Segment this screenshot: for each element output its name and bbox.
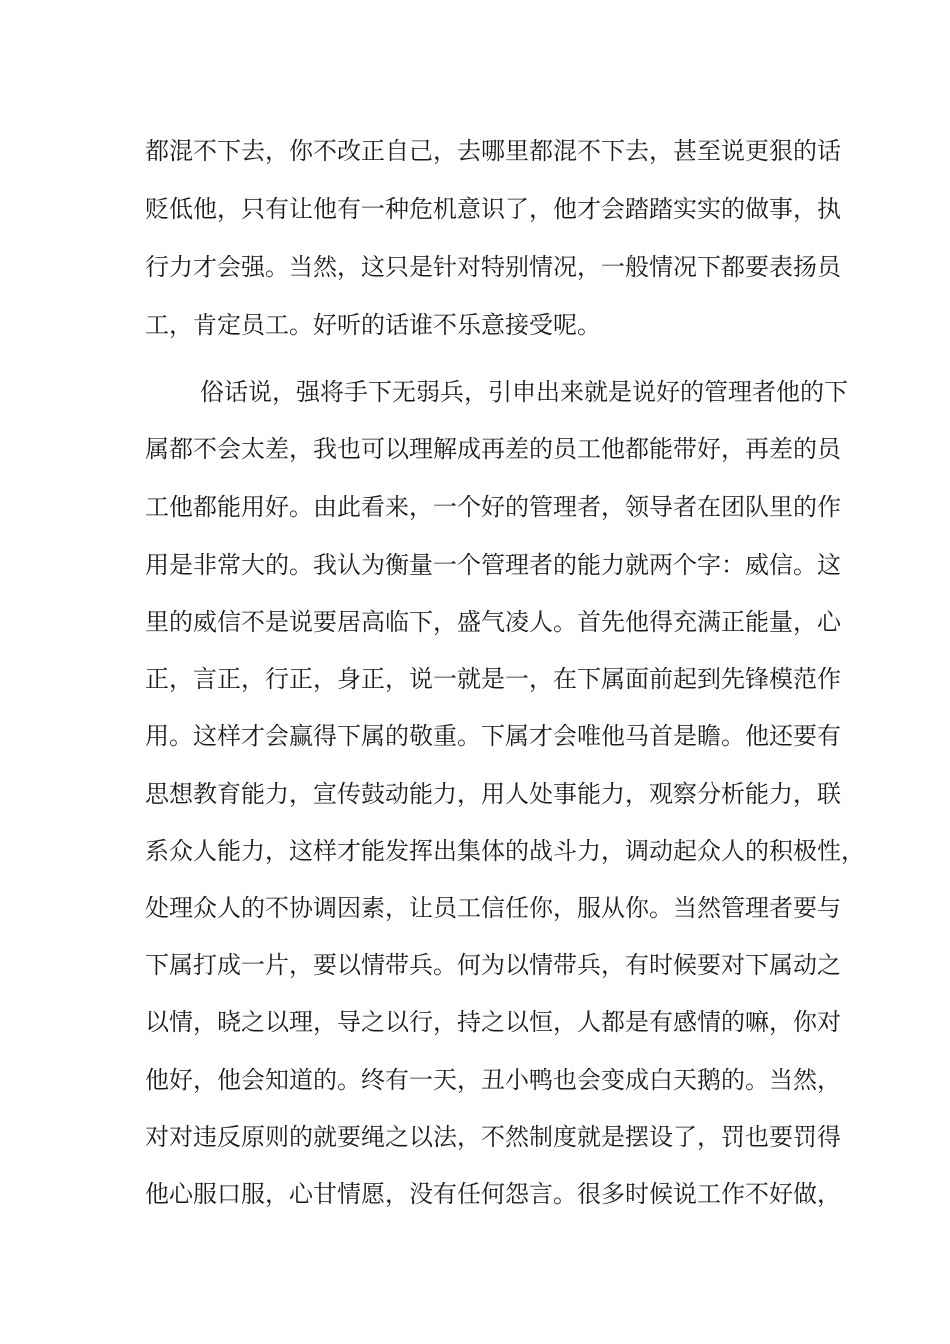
- paragraph-2-line-7: 用。这样才会赢得下属的敬重。下属才会唯他马首是瞻。他还要有: [145, 722, 841, 750]
- paragraph-2-line-6: 正，言正，行正，身正，说一就是一，在下属面前起到先锋模范作: [145, 665, 841, 693]
- paragraph-2-line-3: 工他都能用好。由此看来，一个好的管理者，领导者在团队里的作: [145, 493, 841, 521]
- paragraph-2-line-15: 他心服口服，心甘情愿，没有任何怨言。很多时候说工作不好做，: [145, 1180, 841, 1208]
- paragraph-2-line-14: 对对违反原则的就要绳之以法，不然制度就是摆设了，罚也要罚得: [145, 1123, 841, 1151]
- paragraph-2-line-9: 系众人能力，这样才能发挥出集体的战斗力，调动起众人的积极性，: [145, 837, 865, 865]
- paragraph-1-line-2: 贬低他，只有让他有一种危机意识了，他才会踏踏实实的做事，执: [145, 195, 841, 223]
- paragraph-1-line-1: 都混不下去，你不改正自己，去哪里都混不下去，甚至说更狠的话: [145, 137, 841, 165]
- paragraph-2-line-2: 属都不会太差，我也可以理解成再差的员工他都能带好，再差的员: [145, 435, 841, 463]
- paragraph-1-line-4: 工，肯定员工。好听的话谁不乐意接受呢。: [145, 311, 601, 339]
- paragraph-2-line-12: 以情，晓之以理，导之以行，持之以恒，人都是有感情的嘛，你对: [145, 1008, 841, 1036]
- paragraph-2-line-1: 俗话说，强将手下无弱兵，引申出来就是说好的管理者他的下: [200, 378, 848, 406]
- paragraph-1-line-3: 行力才会强。当然，这只是针对特别情况，一般情况下都要表扬员: [145, 253, 841, 281]
- paragraph-2-line-11: 下属打成一片，要以情带兵。何为以情带兵，有时候要对下属动之: [145, 951, 841, 979]
- paragraph-2-line-13: 他好，他会知道的。终有一天，丑小鸭也会变成白天鹅的。当然，: [145, 1066, 841, 1094]
- paragraph-2-line-8: 思想教育能力，宣传鼓动能力，用人处事能力，观察分析能力，联: [145, 780, 841, 808]
- paragraph-2-line-10: 处理众人的不协调因素，让员工信任你，服从你。当然管理者要与: [145, 894, 841, 922]
- paragraph-2-line-5: 里的威信不是说要居高临下，盛气凌人。首先他得充满正能量，心: [145, 608, 841, 636]
- paragraph-2-line-4: 用是非常大的。我认为衡量一个管理者的能力就两个字：威信。这: [145, 551, 841, 579]
